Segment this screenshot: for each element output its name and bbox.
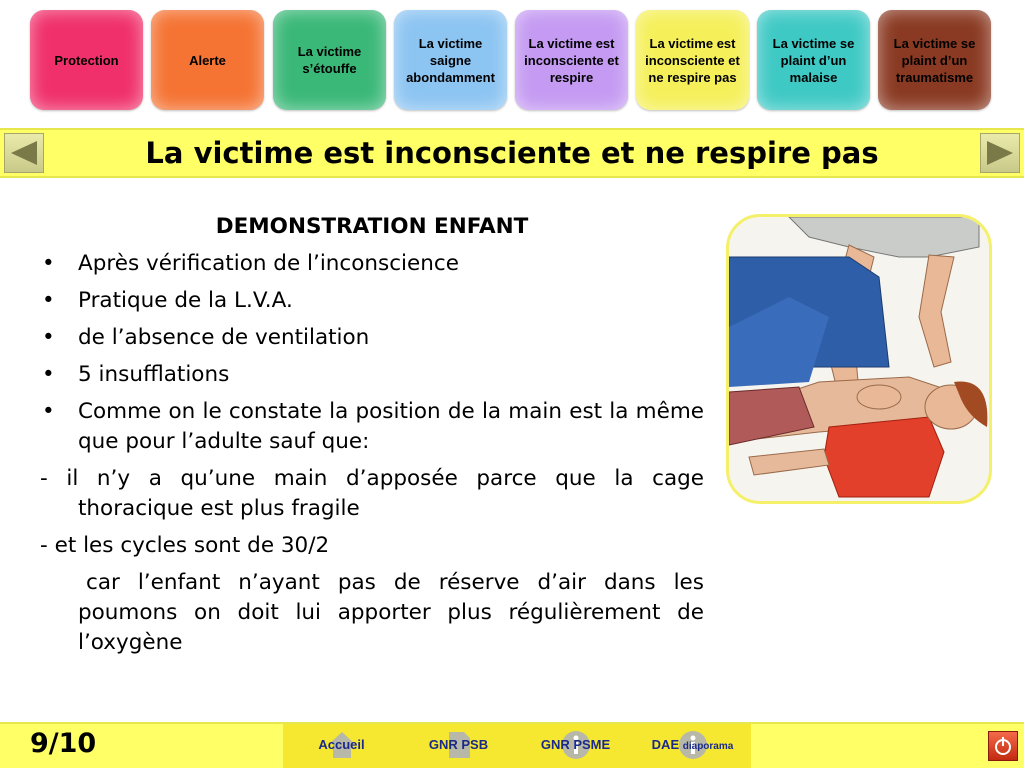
cpr-child-illustration bbox=[726, 214, 992, 504]
nav-gnr-psme[interactable]: GNR PSME bbox=[517, 724, 634, 768]
arrow-left-icon bbox=[9, 139, 39, 167]
page-counter: 9/10 bbox=[30, 728, 97, 759]
tab-alerte[interactable]: Alerte bbox=[151, 10, 264, 110]
tab-malaise[interactable]: La victime se plaint d’un malaise bbox=[757, 10, 870, 110]
list-item: • de l’absence de ventilation bbox=[42, 325, 370, 350]
footer-bar bbox=[0, 722, 1024, 768]
list-item: • Comme on le constate la position de la main est la même que pour l’adulte sauf que: bbox=[42, 399, 704, 454]
next-button[interactable] bbox=[980, 133, 1020, 173]
tab-inconsciente-ne-respire-pas[interactable]: La victime est inconsciente et ne respire pas bbox=[636, 10, 749, 110]
tab-inconsciente-respire[interactable]: La victime est inconsciente et respire bbox=[515, 10, 628, 110]
explanation-paragraph: car l’enfant n’ayant pas de réserve d’air dans les poumons on doit lui apporter plus régulièrement de l’oxygène bbox=[78, 570, 704, 655]
title-bar bbox=[0, 128, 1024, 178]
nav-accueil[interactable]: Accueil bbox=[283, 724, 400, 768]
category-tabs bbox=[0, 0, 1024, 122]
tab-protection[interactable]: Protection bbox=[30, 10, 143, 110]
list-item: • 5 insufflations bbox=[42, 362, 230, 387]
tab-saigne[interactable]: La victime saigne abondamment bbox=[394, 10, 507, 110]
dash-item: - et les cycles sont de 30/2 bbox=[40, 533, 330, 558]
main-content bbox=[40, 212, 704, 658]
footer-nav bbox=[283, 724, 751, 768]
power-icon bbox=[992, 735, 1014, 757]
dash-item: - il n’y a qu’une main d’apposée parce que la cage thoracique est plus fragile bbox=[40, 466, 704, 521]
tab-etouffe[interactable]: La victime s’étouffe bbox=[273, 10, 386, 110]
nav-dae-diaporama[interactable]: DAE diaporama bbox=[634, 724, 751, 768]
list-item: • Pratique de la L.V.A. bbox=[42, 288, 293, 313]
arrow-right-icon bbox=[985, 139, 1015, 167]
tab-traumatisme[interactable]: La victime se plaint d’un traumatisme bbox=[878, 10, 991, 110]
list-item: • Après vérification de l’inconscience bbox=[42, 251, 459, 276]
exit-button[interactable] bbox=[988, 731, 1018, 761]
section-subtitle: DEMONSTRATION ENFANT bbox=[215, 214, 529, 239]
previous-button[interactable] bbox=[4, 133, 44, 173]
nav-gnr-psb[interactable]: GNR PSB bbox=[400, 724, 517, 768]
page-title: La victime est inconsciente et ne respire pas bbox=[145, 136, 879, 170]
